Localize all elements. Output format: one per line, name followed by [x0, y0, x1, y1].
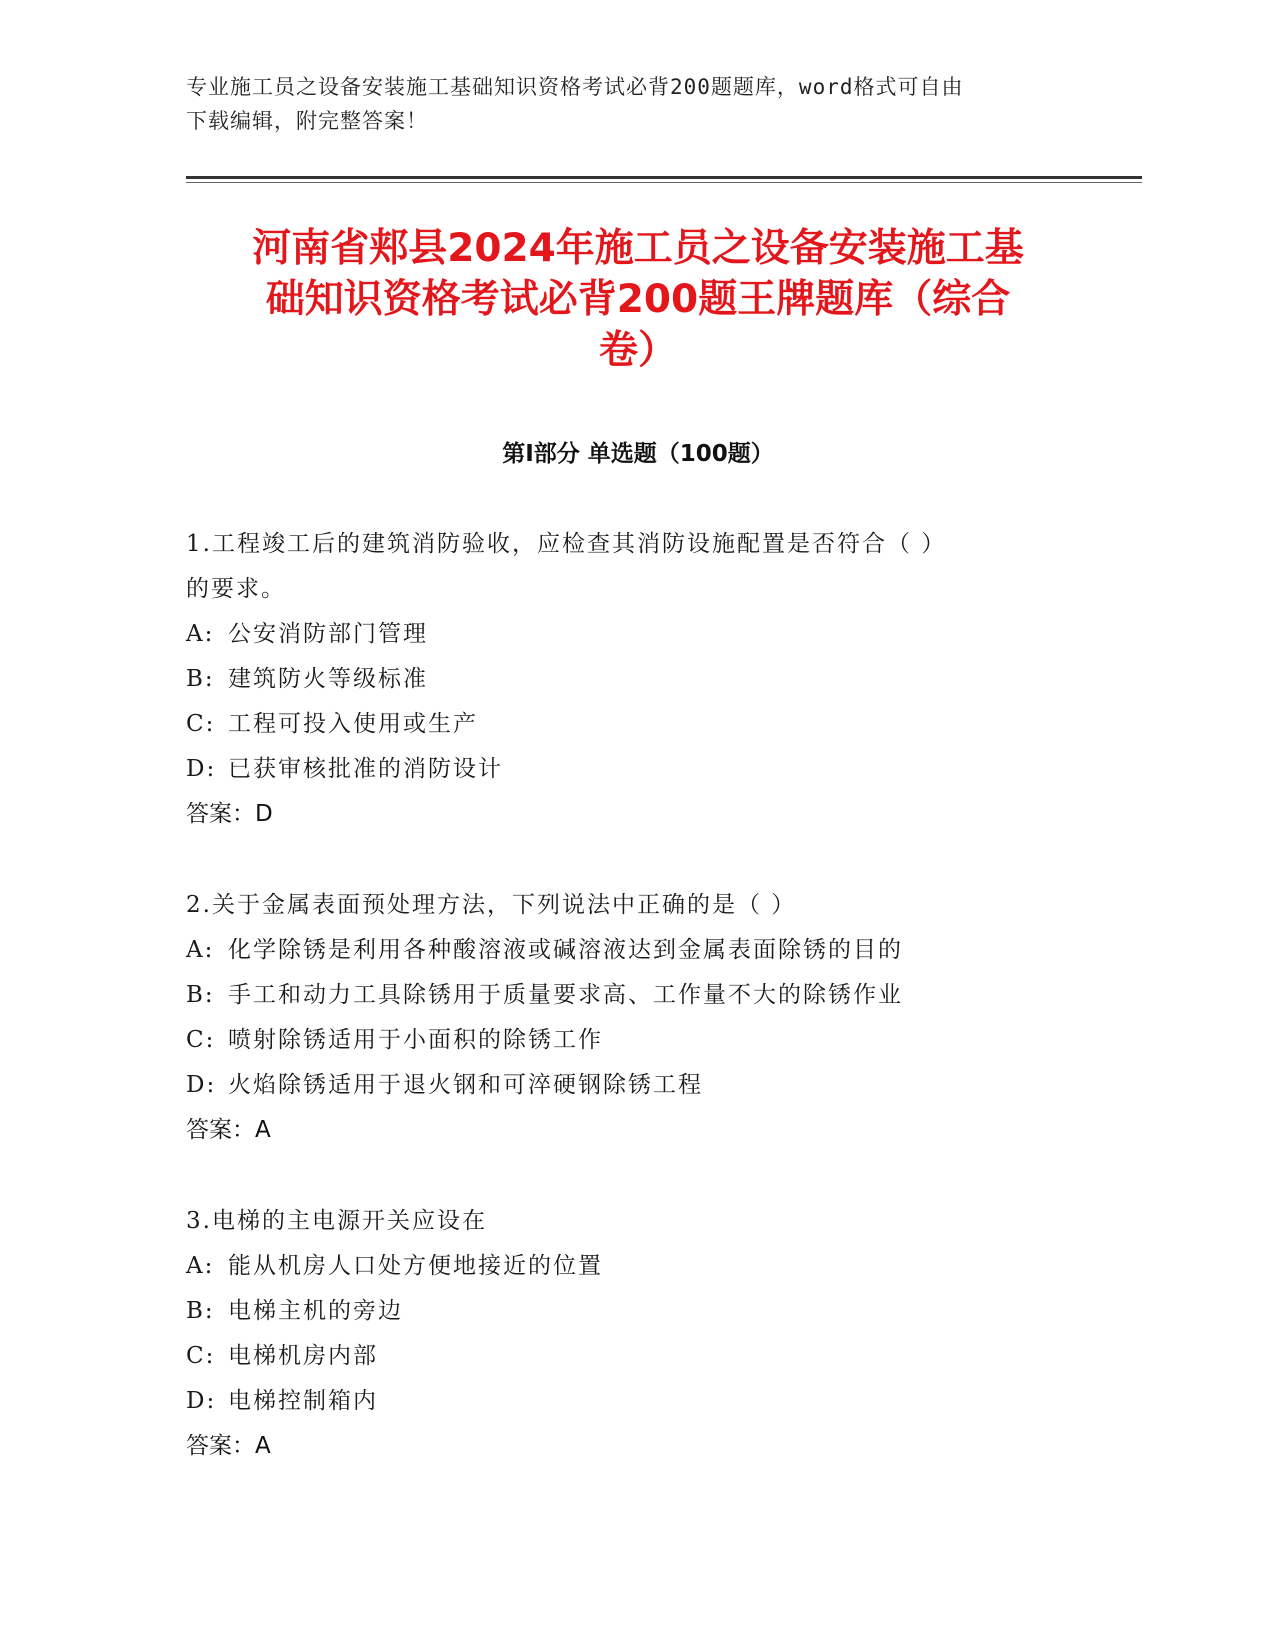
header-note	[186, 70, 1086, 138]
title-line-1: 河南省郏县2024年施工员之设备安装施工基	[252, 226, 1024, 271]
option-letter: C:	[186, 711, 216, 737]
option-b	[186, 973, 1066, 1018]
option-b	[186, 1289, 1066, 1334]
option-letter: B:	[186, 982, 215, 1008]
option-letter: B:	[186, 666, 215, 692]
option-text: 化学除锈是利用各种酸溶液或碱溶液达到金属表面除锈的目的	[228, 937, 903, 963]
question-stem: 2.关于金属表面预处理方法，下列说法中正确的是（ ）	[186, 892, 797, 918]
title-line-2: 础知识资格考试必背200题王牌题库（综合	[265, 277, 1011, 322]
question-list	[186, 522, 1066, 1515]
option-a	[186, 612, 1066, 657]
question-stem: 3.电梯的主电源开关应设在	[186, 1208, 487, 1234]
option-text: 火焰除锈适用于退火钢和可淬硬钢除锈工程	[228, 1072, 703, 1098]
option-c	[186, 702, 1066, 747]
header-rule-thick	[186, 176, 1142, 179]
option-text: 手工和动力工具除锈用于质量要求高、工作量不大的除锈作业	[228, 982, 903, 1008]
option-c	[186, 1334, 1066, 1379]
option-text: 电梯控制箱内	[228, 1388, 378, 1414]
option-b	[186, 657, 1066, 702]
document-title	[180, 223, 1096, 376]
option-d	[186, 1063, 1066, 1108]
question-2	[186, 883, 1066, 1153]
option-letter: A:	[186, 1253, 215, 1279]
header-note-line-1: 专业施工员之设备安装施工基础知识资格考试必背200题题库，word格式可自由	[186, 75, 964, 99]
option-a	[186, 1244, 1066, 1289]
option-d	[186, 1379, 1066, 1424]
option-letter: D:	[186, 756, 217, 782]
question-3	[186, 1199, 1066, 1469]
option-text: 能从机房人口处方便地接近的位置	[228, 1253, 603, 1279]
option-letter: C:	[186, 1343, 216, 1369]
option-text: 喷射除锈适用于小面积的除锈工作	[228, 1027, 603, 1053]
option-text: 工程可投入使用或生产	[228, 711, 478, 737]
option-letter: A:	[186, 621, 215, 647]
question-stem: 1.工程竣工后的建筑消防验收，应检查其消防设施配置是否符合（ ）	[186, 531, 947, 557]
answer: 答案：D	[186, 801, 273, 827]
option-letter: A:	[186, 937, 215, 963]
question-stem-continued: 的要求。	[186, 576, 286, 602]
option-letter: C:	[186, 1027, 216, 1053]
option-text: 已获审核批准的消防设计	[228, 756, 503, 782]
header-rule-thin	[186, 182, 1142, 183]
question-1	[186, 522, 1066, 837]
option-letter: B:	[186, 1298, 215, 1324]
option-c	[186, 1018, 1066, 1063]
header-note-line-2: 下载编辑，附完整答案！	[186, 109, 428, 133]
option-text: 公安消防部门管理	[228, 621, 428, 647]
option-text: 电梯主机的旁边	[228, 1298, 403, 1324]
option-d	[186, 747, 1066, 792]
option-letter: D:	[186, 1072, 217, 1098]
option-a	[186, 928, 1066, 973]
option-letter: D:	[186, 1388, 217, 1414]
section-title: 第I部分 单选题（100题）	[502, 441, 774, 467]
option-text: 建筑防火等级标准	[228, 666, 428, 692]
title-line-3: 卷）	[598, 328, 677, 373]
option-text: 电梯机房内部	[228, 1343, 378, 1369]
answer: 答案：A	[186, 1433, 271, 1459]
answer: 答案：A	[186, 1117, 271, 1143]
